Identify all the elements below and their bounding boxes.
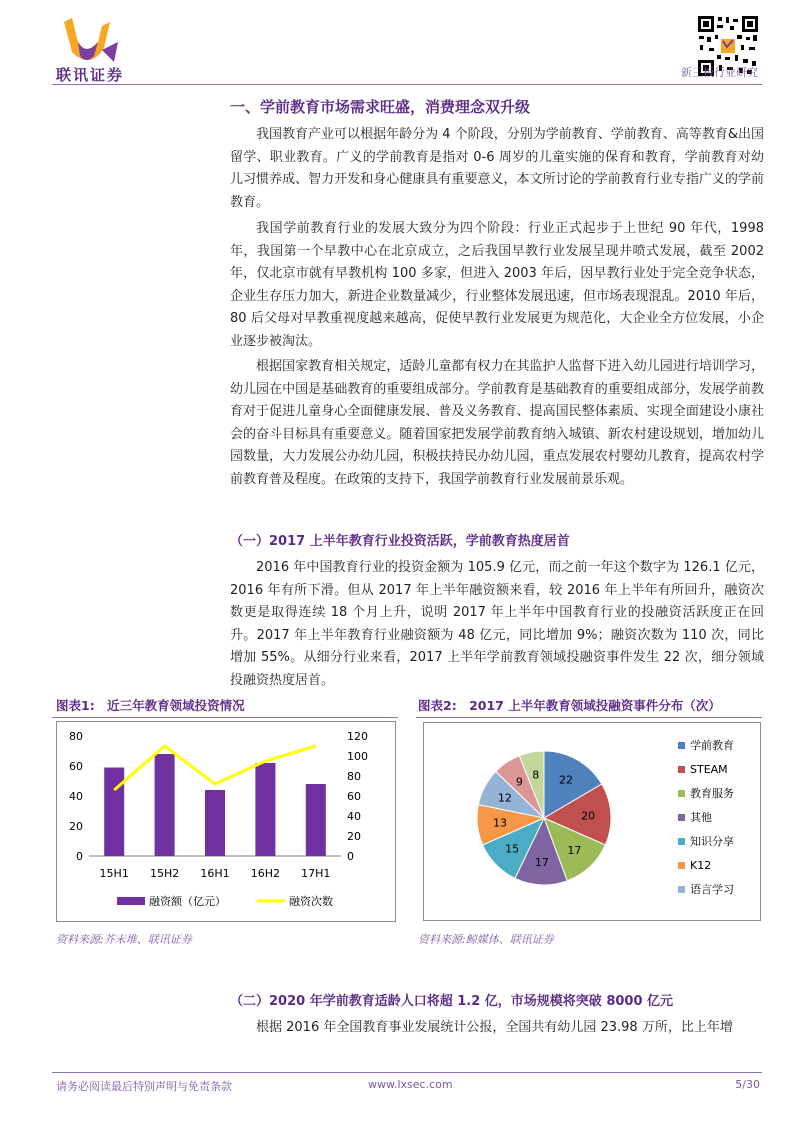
pie-chart-container: [423, 722, 761, 921]
pie-slice-label: 15: [505, 842, 520, 856]
y-left-tick-label: 0: [76, 850, 83, 863]
pie-slice-label: 13: [493, 816, 508, 830]
legend-swatch: [678, 862, 685, 869]
legend-label: 语言学习: [690, 883, 734, 896]
bar-line-chart-container: [56, 721, 396, 922]
pie-slice-label: 12: [497, 791, 512, 805]
x-tick-label: 16H1: [200, 867, 230, 880]
x-tick-label: 15H2: [149, 867, 180, 880]
legend-label: STEAM: [690, 763, 728, 776]
subsection-title-1: （一）2017 上半年教育行业投资活跃，学前教育热度居首: [230, 534, 570, 549]
figure2-divider: [416, 717, 762, 718]
bar: [255, 763, 275, 856]
y-right-tick-label: 120: [347, 730, 368, 743]
legend-label-line: 融资次数: [289, 895, 333, 908]
report-type: 新三板行业研究: [681, 66, 758, 79]
subsection-title-2: （二）2020 年学前教育适龄人口将超 1.2 亿，市场规模将突破 8000 亿元: [230, 994, 674, 1009]
legend-label: K12: [690, 859, 712, 872]
figure2-source: 资料来源:鲸媒体、联讯证券: [418, 933, 554, 946]
figure1-divider: [52, 717, 398, 718]
figure2-label: 图表2:: [418, 698, 457, 713]
x-tick-label: 16H2: [250, 867, 281, 880]
x-tick-label: 17H1: [301, 867, 331, 880]
pie-slice-label: 20: [581, 809, 596, 823]
y-left-tick-label: 40: [69, 790, 83, 803]
legend-label: 教育服务: [690, 787, 734, 800]
footer-divider: [52, 1072, 762, 1073]
figure2-caption: 2017 上半年教育领域投融资事件分布（次）: [469, 698, 721, 713]
header-divider: [52, 84, 762, 85]
section-title: 一、学前教育市场需求旺盛，消费理念双升级: [230, 98, 531, 116]
legend-label-bars: 融资额（亿元）: [149, 895, 226, 908]
paragraph-4: 2016 年中国教育行业的投资金额为 105.9 亿元，而之前一年这个数字为 126.1 亿元，2016 年有所下滑。但从 2017 年上半年融资额来看，较 2016 年上半年有所回升，融资次数更是取得连续 18 个月上升，说明 2017 年上半年中国教育行业的投融资活跃度正在回升。2017 年上半年教育行业融资额为 48 亿元，同比增加 9%；融资次数为 110 次，同比增加 55%。从细分行业来看，2017 上半年学前教育领域投融资事件发生 22 次，细分领域投融资热度居首。: [230, 560, 764, 688]
x-tick-label: 15H1: [99, 867, 129, 880]
paragraph-3: 根据国家教育相关规定，适龄儿童都有权力在其监护人监督下进入幼儿园进行培训学习，幼儿园在中国是基础教育的重要组成部分。学前教育是基础教育的重要组成部分，发展学前教育对于促进儿童身心全面健康发展、普及义务教育、提高国民整体素质、实现全面建设小康社会的奋斗目标具有重要意义。随着国家把发展学前教育纳入城镇、新农村建设规划，增加幼儿园数量，大力发展公办幼儿园，积极扶持民办幼儿园，重点发展农村婴幼儿教育，提高农村学前教育普及程度。在政策的支持下，我国学前教育行业发展前景乐观。: [230, 359, 764, 487]
figure1-source: 资料来源:芥末堆、联讯证券: [56, 933, 192, 946]
figure1-title: [56, 696, 245, 714]
page-number: 5/30: [735, 1078, 760, 1091]
y-left-tick-label: 60: [69, 760, 83, 773]
line-series: [114, 746, 316, 790]
pie-chart: [424, 723, 760, 920]
bar: [104, 768, 124, 857]
bar: [155, 754, 175, 856]
legend-swatch: [678, 886, 685, 893]
y-left-tick-label: 80: [69, 730, 83, 743]
pie-slice-label: 17: [567, 844, 582, 858]
y-right-tick-label: 0: [347, 850, 354, 863]
figure1-label: 图表1:: [56, 698, 95, 713]
legend-label: 其他: [690, 811, 712, 824]
pie-slice-label: 22: [558, 773, 573, 787]
paragraph-2: 我国学前教育行业的发展大致分为四个阶段：行业正式起步于上世纪 90 年代，1998 年，我国第一个早教中心在北京成立，之后我国早教行业发展呈现井喷式发展，截至 2002 年，仅北京市就有早教机构 100 多家，但进入 2003 年后，因早教行业处于完全竞争状态，企业生存压力加大，新进企业数量减少，行业整体发展迅速，但市场表现混乱。2010 年后，80 后父母对早教重视度越来越高，促使早教行业发展更为规范化，大企业全方位发展，小企业逐步被淘汰。: [230, 221, 764, 349]
legend-swatch: [678, 814, 685, 821]
y-right-tick-label: 60: [347, 790, 361, 803]
bar-line-chart: [57, 722, 395, 921]
y-right-tick-label: 20: [347, 830, 361, 843]
legend-swatch: [678, 790, 685, 797]
legend-swatch: [678, 766, 685, 773]
bar: [306, 784, 326, 856]
legend-swatch: [678, 838, 685, 845]
y-left-tick-label: 20: [69, 820, 83, 833]
paragraph-5: 根据 2016 年全国教育事业发展统计公报，全国共有幼儿园 23.98 万所，比上年增: [256, 1020, 733, 1035]
footer-website[interactable]: www.lxsec.com: [368, 1078, 453, 1091]
pie-slice-label: 17: [534, 856, 549, 870]
y-right-tick-label: 80: [347, 770, 361, 783]
legend-label: 学前教育: [690, 739, 734, 752]
figure1-caption: 近三年教育领域投资情况: [107, 698, 245, 713]
bar: [205, 790, 225, 856]
logo-text: 联讯证券: [56, 66, 125, 84]
legend-swatch: [678, 742, 685, 749]
pie-slice-label: 9: [515, 775, 523, 789]
paragraph-1: 我国教育产业可以根据年龄分为 4 个阶段，分别为学前教育、学前教育、高等教育&出国留学、职业教育。广义的学前教育是指对 0-6 周岁的儿童实施的保育和教育，学前教育对幼儿习惯养成、智力开发和身心健康具有重要意义，本文所讨论的学前教育行业专指广义的学前教育。: [230, 127, 764, 210]
legend-swatch-bars: [117, 897, 145, 905]
y-right-tick-label: 40: [347, 810, 361, 823]
footer-disclaimer[interactable]: 请务必阅读最后特别声明与免责条款: [56, 1080, 232, 1093]
y-right-tick-label: 100: [347, 750, 368, 763]
legend-label: 知识分享: [690, 835, 734, 848]
pie-slice-label: 8: [532, 768, 540, 782]
figure2-title: [418, 696, 721, 714]
